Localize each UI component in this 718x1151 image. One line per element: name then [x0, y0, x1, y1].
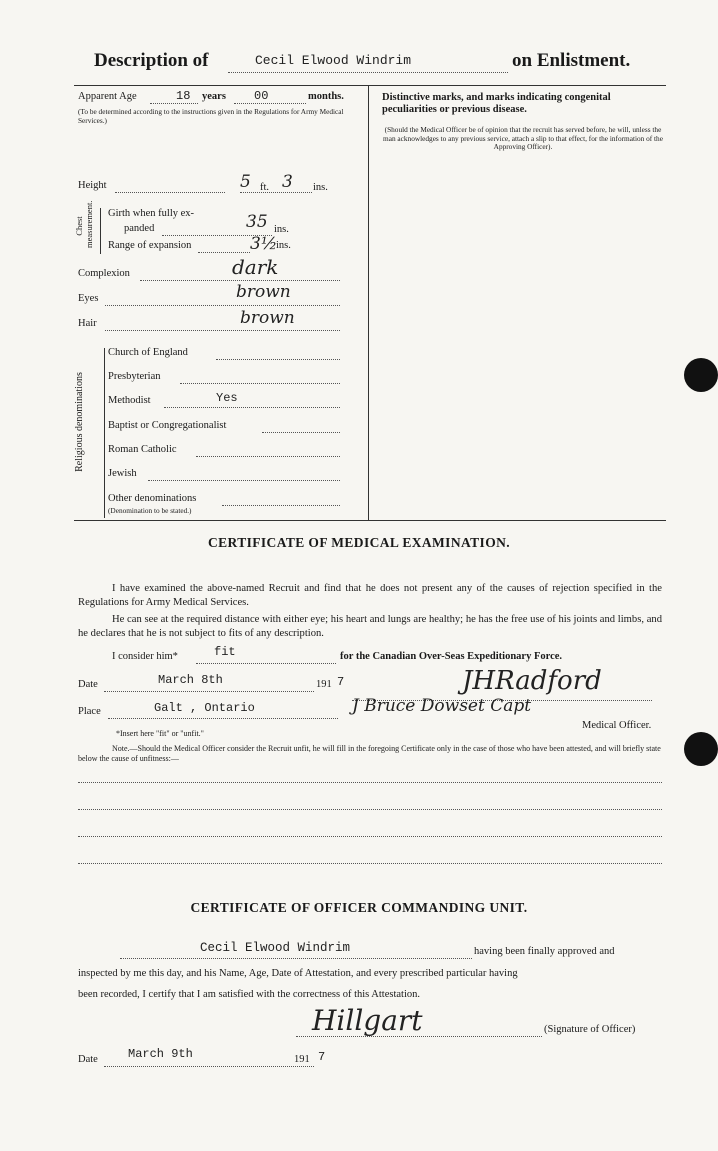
- medical-place-label: Place: [78, 706, 101, 717]
- commanding-name: Cecil Elwood Windrim: [200, 941, 351, 955]
- recruit-name: Cecil Elwood Windrim: [255, 53, 412, 68]
- commanding-heading: CERTIFICATE OF OFFICER COMMANDING UNIT.: [190, 900, 528, 915]
- commanding-signature: Hillgart: [312, 1004, 423, 1037]
- eyes-label: Eyes: [78, 293, 99, 304]
- religion-item: Baptist or Congregationalist: [108, 420, 227, 431]
- range-value: 3½: [250, 234, 278, 254]
- age-note: (To be determined according to the instructions given in the Regulations for Army Medical Services.): [78, 107, 344, 125]
- title-prefix: Description of: [94, 50, 209, 71]
- force-label: for the Canadian Over-Seas Expeditionary Force.: [340, 651, 563, 662]
- commanding-year-prefix: 191: [294, 1054, 310, 1065]
- religion-note: (Denomination to be stated.): [108, 506, 192, 515]
- religion-item: Presbyterian: [108, 371, 161, 382]
- religion-item: Methodist: [108, 395, 151, 406]
- religion-item: Jewish: [108, 468, 137, 479]
- girth-label-2: panded: [124, 223, 155, 234]
- hair-value: brown: [240, 308, 295, 328]
- title-dots: [228, 72, 508, 73]
- religion-item: Other denominations: [108, 493, 197, 504]
- distinctive-note: (Should the Medical Officer be of opinion that the recruit has served before, he will, unless the man acknowledges to any previous service, attach a slip to that effect, for the information of the Approving Officer).: [383, 125, 663, 151]
- height-feet: 5: [240, 172, 251, 192]
- distinctive-heading: Distinctive marks, and marks indicating congenital peculiarities or previous disease.: [382, 92, 611, 115]
- medical-year-prefix: 191: [316, 679, 332, 690]
- religion-side-label: Religious denominations: [74, 372, 85, 472]
- commanding-date-label: Date: [78, 1054, 98, 1065]
- height-ins-label: ins.: [313, 182, 328, 193]
- months-label: months.: [308, 91, 344, 102]
- unfitness-line: [78, 782, 662, 783]
- medical-signature: JHRadford: [462, 666, 602, 696]
- methodist-value: Yes: [216, 391, 238, 405]
- fitness-value: fit: [214, 645, 236, 659]
- complexion-value: dark: [232, 255, 279, 279]
- punch-hole: [684, 732, 718, 766]
- girth-value: 35: [246, 212, 268, 232]
- title-suffix: on Enlistment.: [512, 50, 631, 71]
- height-ft-label: ft.: [260, 182, 270, 193]
- insert-note: *Insert here "fit" or "unfit.": [116, 729, 204, 738]
- range-unit: ins.: [276, 240, 291, 251]
- medical-officer-label: Medical Officer.: [582, 720, 652, 731]
- section-rule: [74, 520, 666, 521]
- top-rule: [74, 85, 666, 86]
- commanding-date-value: March 9th: [128, 1047, 193, 1061]
- punch-hole: [684, 358, 718, 392]
- complexion-label: Complexion: [78, 268, 130, 279]
- age-months: 00: [254, 89, 269, 103]
- unfitness-line: [78, 836, 662, 837]
- consider-label: I consider him*: [112, 651, 178, 662]
- unfitness-line: [78, 863, 662, 864]
- unfitness-line: [78, 809, 662, 810]
- medical-signature-2: J Bruce Dowset Capt: [352, 696, 532, 716]
- chest-side-label: Chest measurement.: [74, 200, 94, 248]
- height-label: Height: [78, 180, 107, 191]
- religion-item: Church of England: [108, 347, 188, 358]
- age-years: 18: [176, 89, 191, 103]
- column-divider: [368, 86, 369, 520]
- medical-date-value: March 8th: [158, 673, 223, 687]
- years-label: years: [202, 91, 226, 102]
- hair-label: Hair: [78, 318, 97, 329]
- religion-item: Roman Catholic: [108, 444, 177, 455]
- eyes-value: brown: [236, 282, 291, 302]
- commanding-text-1: having been finally approved and: [474, 946, 615, 957]
- range-label: Range of expansion: [108, 240, 192, 251]
- age-label: Apparent Age: [78, 91, 137, 102]
- medical-para1: I have examined the above-named Recruit and find that he does not present any of the causes of rejection specified in the Regulations for Army Medical Services.: [78, 583, 662, 608]
- medical-year-value: 7: [337, 675, 345, 689]
- medical-place-value: Galt , Ontario: [154, 701, 255, 715]
- medical-para2: He can see at the required distance with either eye; his heart and lungs are healthy; he has the free use of his joints and limbs, and he declares that he is not subject to fits of any description.: [78, 614, 662, 639]
- medical-note: Note.—Should the Medical Officer consider the Recruit unfit, he will fill in the foregoing Certificate only in the case of those who have been attested, and will briefly state below the cause of unfitness:—: [78, 744, 661, 763]
- commanding-year-value: 7: [318, 1050, 326, 1064]
- height-inches: 3: [282, 172, 293, 192]
- commanding-text-3: been recorded, I certify that I am satisfied with the correctness of this Attestation.: [78, 989, 421, 1000]
- commanding-text-2: inspected by me this day, and his Name, Age, Date of Attestation, and every prescribed particular having: [78, 968, 518, 979]
- medical-heading: CERTIFICATE OF MEDICAL EXAMINATION.: [207, 535, 511, 550]
- girth-label-1: Girth when fully ex-: [108, 208, 195, 219]
- girth-unit: ins.: [274, 224, 289, 235]
- commanding-sig-label: (Signature of Officer): [544, 1024, 636, 1035]
- medical-date-label: Date: [78, 679, 98, 690]
